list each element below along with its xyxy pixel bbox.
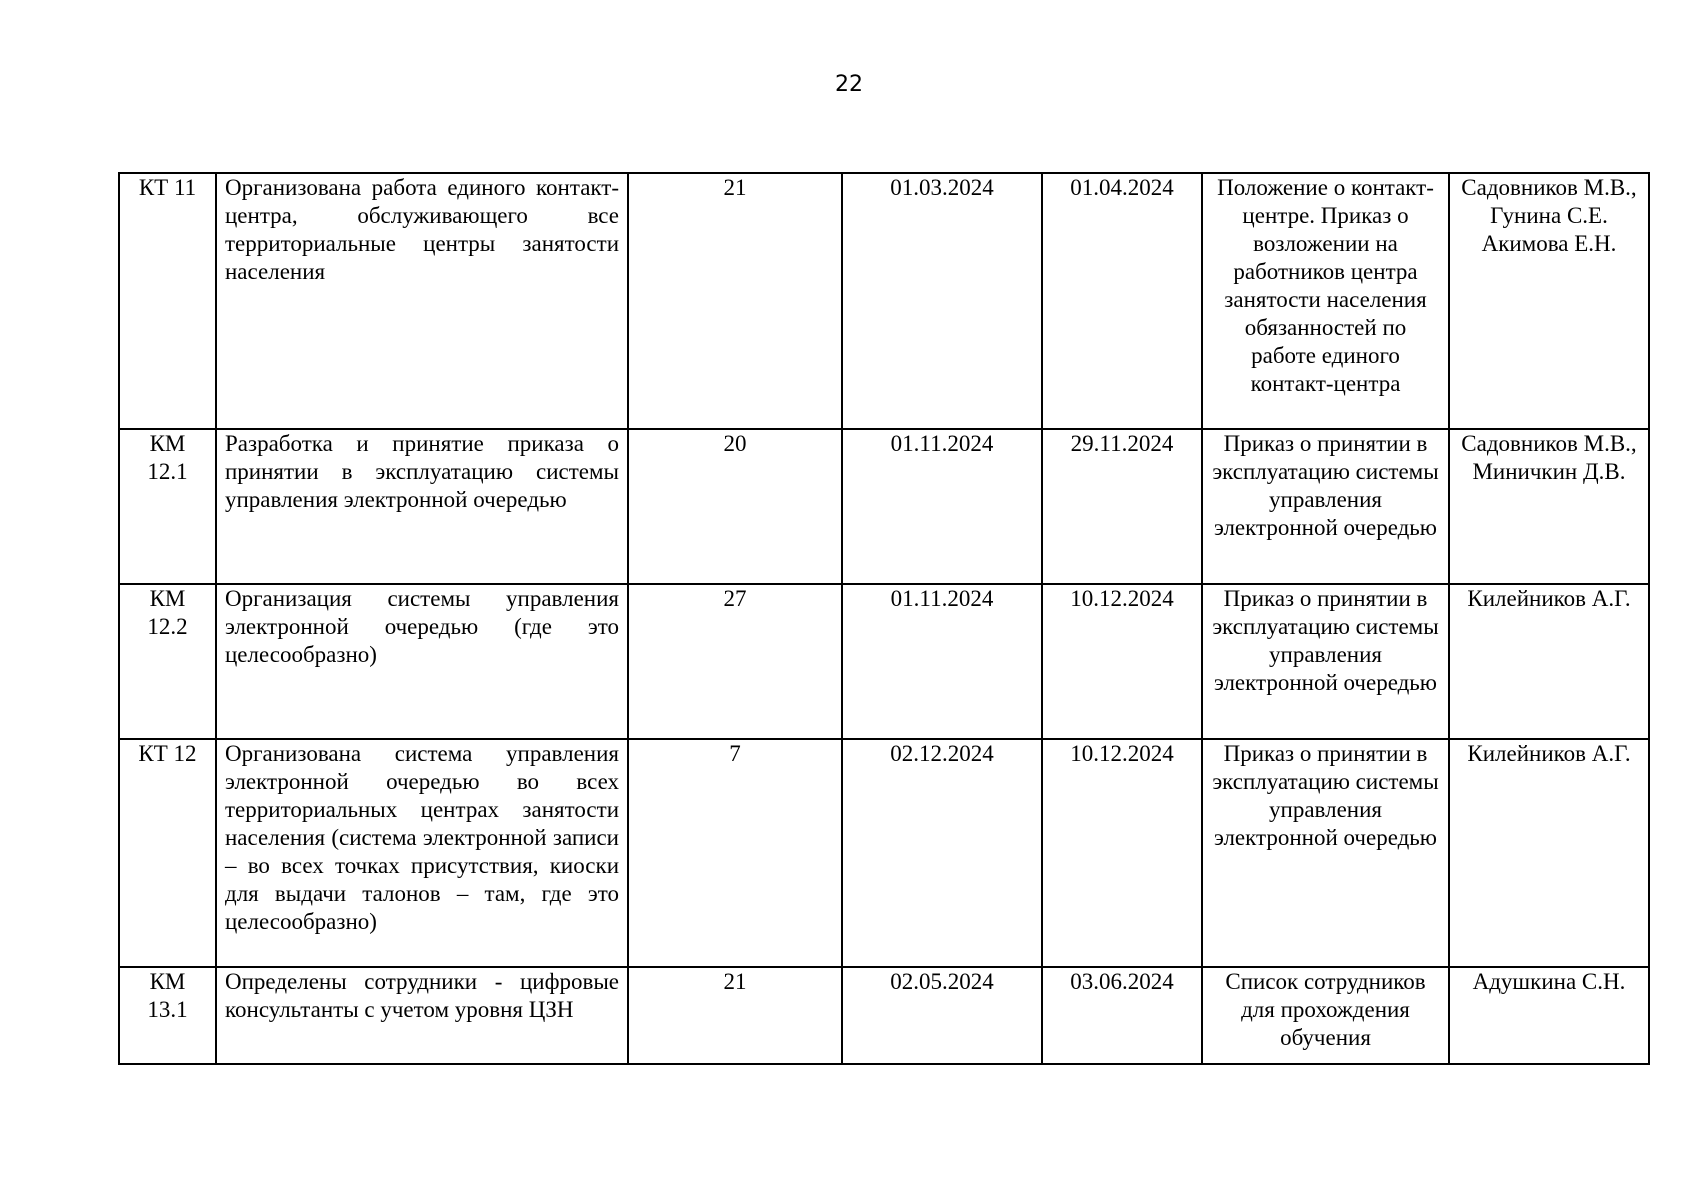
row-responsible: Килейников А.Г. <box>1449 739 1649 967</box>
row-name: Организована система управления электронной очередью во всех территориальных центрах занятости населения (система электронной записи – во всех точках присутствия, киоски для выдачи талонов – там, где это целесообразно) <box>216 739 628 967</box>
row-start-date: 01.11.2024 <box>842 584 1042 739</box>
row-duration: 20 <box>628 429 842 584</box>
row-duration: 21 <box>628 967 842 1064</box>
row-duration: 21 <box>628 173 842 429</box>
row-name: Организована работа единого контакт-центра, обслуживающего все территориальные центры занятости населения <box>216 173 628 429</box>
row-end-date: 03.06.2024 <box>1042 967 1202 1064</box>
row-end-date: 10.12.2024 <box>1042 739 1202 967</box>
row-start-date: 02.05.2024 <box>842 967 1042 1064</box>
table-row <box>119 429 1649 584</box>
row-code: КМ 12.1 <box>119 429 216 584</box>
row-document: Список сотрудников для прохождения обучения <box>1202 967 1449 1064</box>
row-start-date: 02.12.2024 <box>842 739 1042 967</box>
table-row <box>119 739 1649 967</box>
row-responsible: Адушкина С.Н. <box>1449 967 1649 1064</box>
row-start-date: 01.11.2024 <box>842 429 1042 584</box>
row-duration: 27 <box>628 584 842 739</box>
row-name: Определены сотрудники - цифровые консультанты с учетом уровня ЦЗН <box>216 967 628 1064</box>
plan-table <box>118 172 1650 1065</box>
row-document: Приказ о принятии в эксплуатацию системы управления электронной очередью <box>1202 429 1449 584</box>
row-code: КМ 13.1 <box>119 967 216 1064</box>
table-row <box>119 584 1649 739</box>
table-row <box>119 173 1649 429</box>
row-end-date: 10.12.2024 <box>1042 584 1202 739</box>
row-responsible: Килейников А.Г. <box>1449 584 1649 739</box>
row-start-date: 01.03.2024 <box>842 173 1042 429</box>
row-end-date: 29.11.2024 <box>1042 429 1202 584</box>
row-code: КМ 12.2 <box>119 584 216 739</box>
row-code: КТ 11 <box>119 173 216 429</box>
page-number: 22 <box>835 72 863 97</box>
row-code: КТ 12 <box>119 739 216 967</box>
row-document: Приказ о принятии в эксплуатацию системы управления электронной очередью <box>1202 739 1449 967</box>
row-name: Организация системы управления электронной очередью (где это целесообразно) <box>216 584 628 739</box>
row-responsible: Садовников М.В., Гунина С.Е. Акимова Е.Н. <box>1449 173 1649 429</box>
row-name: Разработка и принятие приказа о принятии в эксплуатацию системы управления электронной очередью <box>216 429 628 584</box>
row-duration: 7 <box>628 739 842 967</box>
row-document: Приказ о принятии в эксплуатацию системы управления электронной очередью <box>1202 584 1449 739</box>
row-document: Положение о контакт-центре. Приказ о возложении на работников центра занятости населения обязанностей по работе единого контакт-центра <box>1202 173 1449 429</box>
table-row <box>119 967 1649 1064</box>
row-responsible: Садовников М.В., Миничкин Д.В. <box>1449 429 1649 584</box>
row-end-date: 01.04.2024 <box>1042 173 1202 429</box>
